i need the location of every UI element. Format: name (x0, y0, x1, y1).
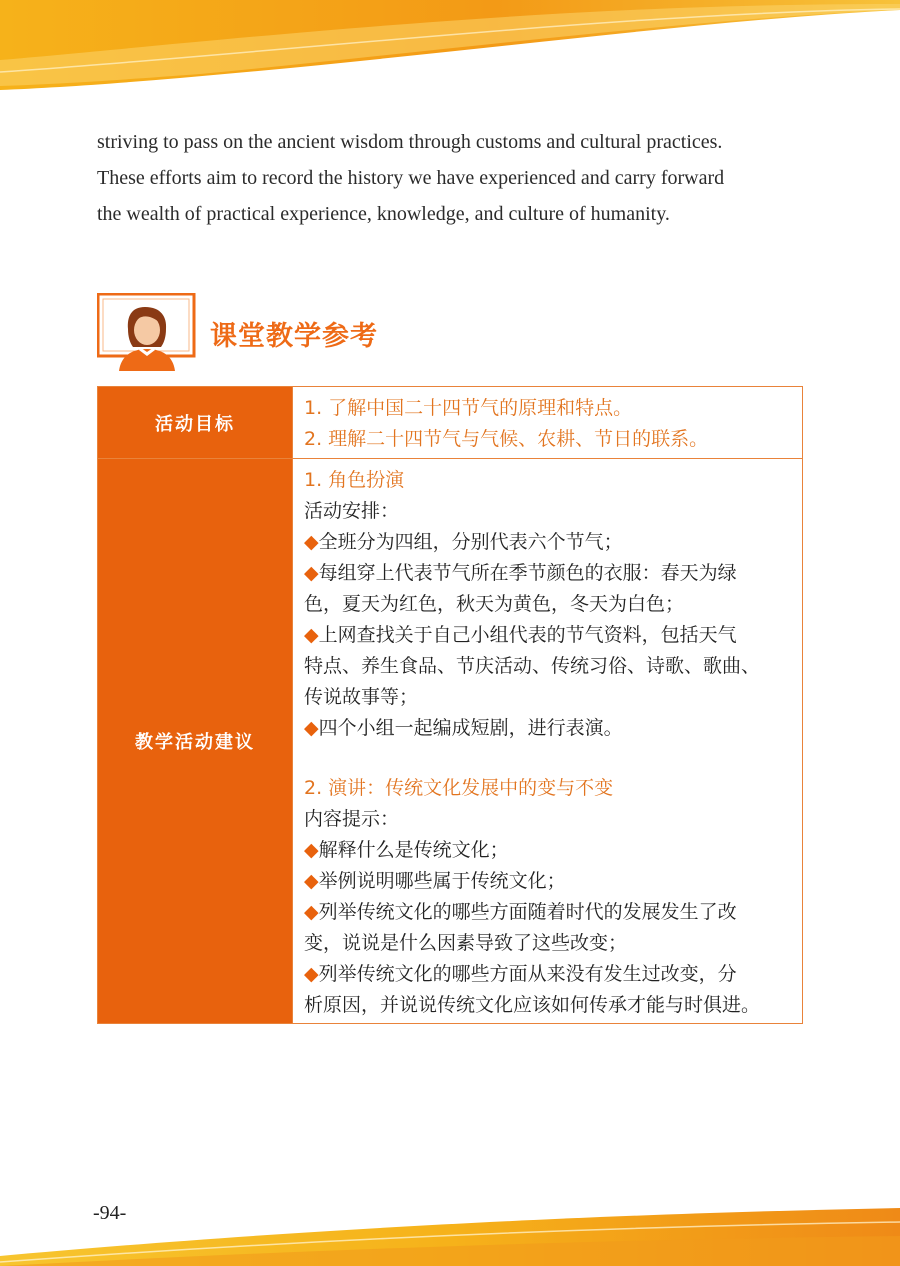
bottom-decorative-band (0, 1186, 900, 1266)
objectives-content (292, 387, 802, 458)
bullet-item-continuation: 特点、养生食品、节庆活动、传统习俗、诗歌、歌曲、 (304, 655, 761, 677)
bullet-item: ◆列举传统文化的哪些方面从来没有发生过改变，分 (304, 963, 737, 985)
paragraph-line: These efforts aim to record the history we have experienced and carry forward (97, 167, 725, 189)
bullet-item-continuation: 变，说说是什么因素导致了这些改变； (304, 932, 628, 954)
activity-subtitle: 内容提示： (304, 808, 400, 830)
objective-item: 2. 理解二十四节气与气候、农耕、节日的联系。 (304, 428, 709, 450)
page-number: -94- (93, 1202, 127, 1224)
bullet-item: ◆四个小组一起编成短剧，进行表演。 (304, 717, 623, 739)
bullet-item-continuation: 色，夏天为红色，秋天为黄色，冬天为白色； (304, 593, 685, 615)
diamond-bullet-icon: ◆ (304, 624, 319, 646)
bullet-item: ◆解释什么是传统文化； (304, 839, 509, 861)
top-decorative-band (0, 0, 900, 100)
diamond-bullet-icon: ◆ (304, 839, 319, 861)
section-title: 课堂教学参考 (210, 321, 378, 352)
diamond-bullet-icon: ◆ (304, 717, 319, 739)
body-paragraph (97, 124, 803, 232)
table-row-objectives (98, 387, 802, 459)
bullet-item-continuation: 传说故事等； (304, 686, 419, 708)
diamond-bullet-icon: ◆ (304, 562, 319, 584)
bullet-item-continuation: 析原因，并说说传统文化应该如何传承才能与时俱进。 (304, 994, 761, 1016)
teaching-reference-table (97, 386, 803, 1024)
table-row-suggestions (98, 459, 802, 1023)
teacher-icon (97, 293, 197, 371)
diamond-bullet-icon: ◆ (304, 870, 319, 892)
bullet-item: ◆举例说明哪些属于传统文化； (304, 870, 566, 892)
bullet-item: ◆上网查找关于自己小组代表的节气资料，包括天气 (304, 624, 737, 646)
paragraph-line: the wealth of practical experience, knowledge, and culture of humanity. (97, 203, 670, 225)
activity-subtitle: 活动安排： (304, 500, 400, 522)
diamond-bullet-icon: ◆ (304, 963, 319, 985)
activity-title: 1. 角色扮演 (304, 469, 405, 491)
suggestions-label: 教学活动建议 (98, 459, 292, 1023)
objectives-label: 活动目标 (98, 387, 292, 458)
paragraph-line: striving to pass on the ancient wisdom through customs and cultural practices. (97, 131, 723, 153)
bullet-item: ◆列举传统文化的哪些方面随着时代的发展发生了改 (304, 901, 737, 923)
spacer (304, 744, 792, 773)
diamond-bullet-icon: ◆ (304, 901, 319, 923)
diamond-bullet-icon: ◆ (304, 531, 319, 553)
objective-item: 1. 了解中国二十四节气的原理和特点。 (304, 397, 633, 419)
bullet-item: ◆全班分为四组，分别代表六个节气； (304, 531, 623, 553)
suggestions-content (292, 459, 802, 1023)
activity-title: 2. 演讲：传统文化发展中的变与不变 (304, 777, 614, 799)
bullet-item: ◆每组穿上代表节气所在季节颜色的衣服：春天为绿 (304, 562, 737, 584)
